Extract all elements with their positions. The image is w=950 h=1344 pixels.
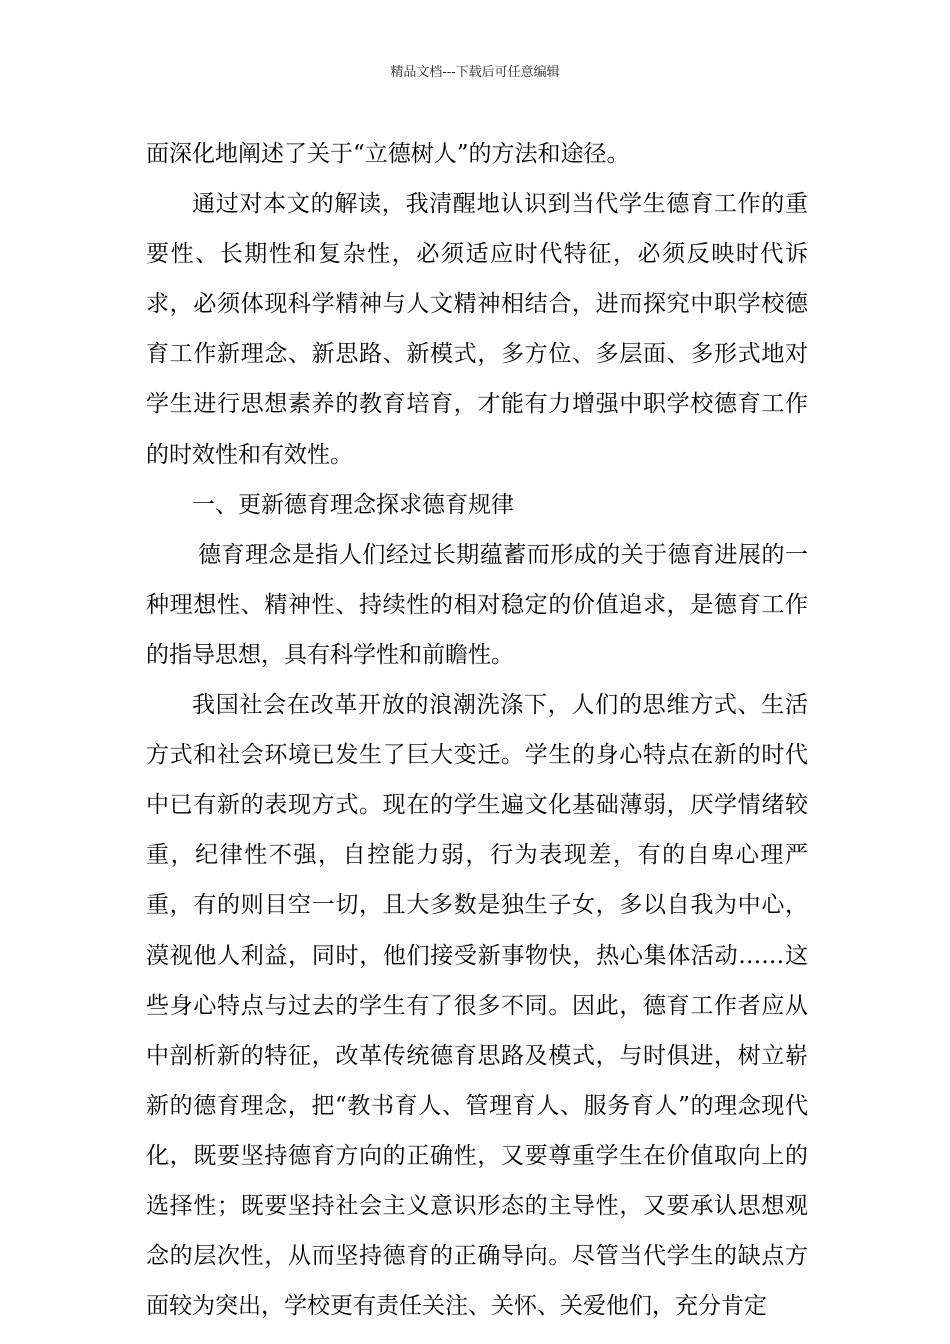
- document-body: [146, 129, 808, 1331]
- section-heading-1: 一、更新德育理念探求德育规律: [192, 491, 514, 518]
- paragraph-continuation: 面深化地阐述了关于“立德树人”的方法和途径。: [146, 141, 630, 167]
- paragraph-social-change: 我国社会在改革开放的浪潮洗涤下，人们的思维方式、生活方式和社会环境已发生了巨大变迁。学生的身心特点在新的时代中已有新的表现方式。现在的学生遍文化基础薄弱，厌学情绪较重，纪律性不强，自控能力弱，行为表现差，有的自卑心理严重，有的则目空一切，且大多数是独生子女，多以自我为中心，漠视他人利益，同时，他们接受新事物快，热心集体活动……这些身心特点与过去的学生有了很多不同。因此，德育工作者应从中剖析新的特征，改革传统德育思路及模式，与时俱进，树立崭新的德育理念，把“教书育人、管理育人、服务育人”的理念现代化，既要坚持德育方向的正确性，又要尊重学生在价值取向上的选择性；既要坚持社会主义意识形态的主导性，又要承认思想观念的层次性，从而坚持德育的正确导向。尽管当代学生的缺点方面较为突出，学校更有责任关注、关怀、关爱他们，充分肯定: [146, 692, 808, 1320]
- paragraph-reading-reflection: 通过对本文的解读，我清醒地认识到当代学生德育工作的重要性、长期性和复杂性，必须适应时代特征，必须反映时代诉求，必须体现科学精神与人文精神相结合，进而探究中职学校德育工作新理念、新思路、新模式，多方位、多层面、多形式地对学生进行思想素养的教育培育，才能有力增强中职学校德育工作的时效性和有效性。: [146, 191, 808, 468]
- paragraph-moral-concept: 德育理念是指人们经过长期蕴蓄而形成的关于德育进展的一种理想性、精神性、持续性的相对稳定的价值追求，是德育工作的指导思想，具有科学性和前瞻性。: [146, 541, 808, 668]
- page-header: 精品文档---下载后可任意编辑: [390, 65, 560, 80]
